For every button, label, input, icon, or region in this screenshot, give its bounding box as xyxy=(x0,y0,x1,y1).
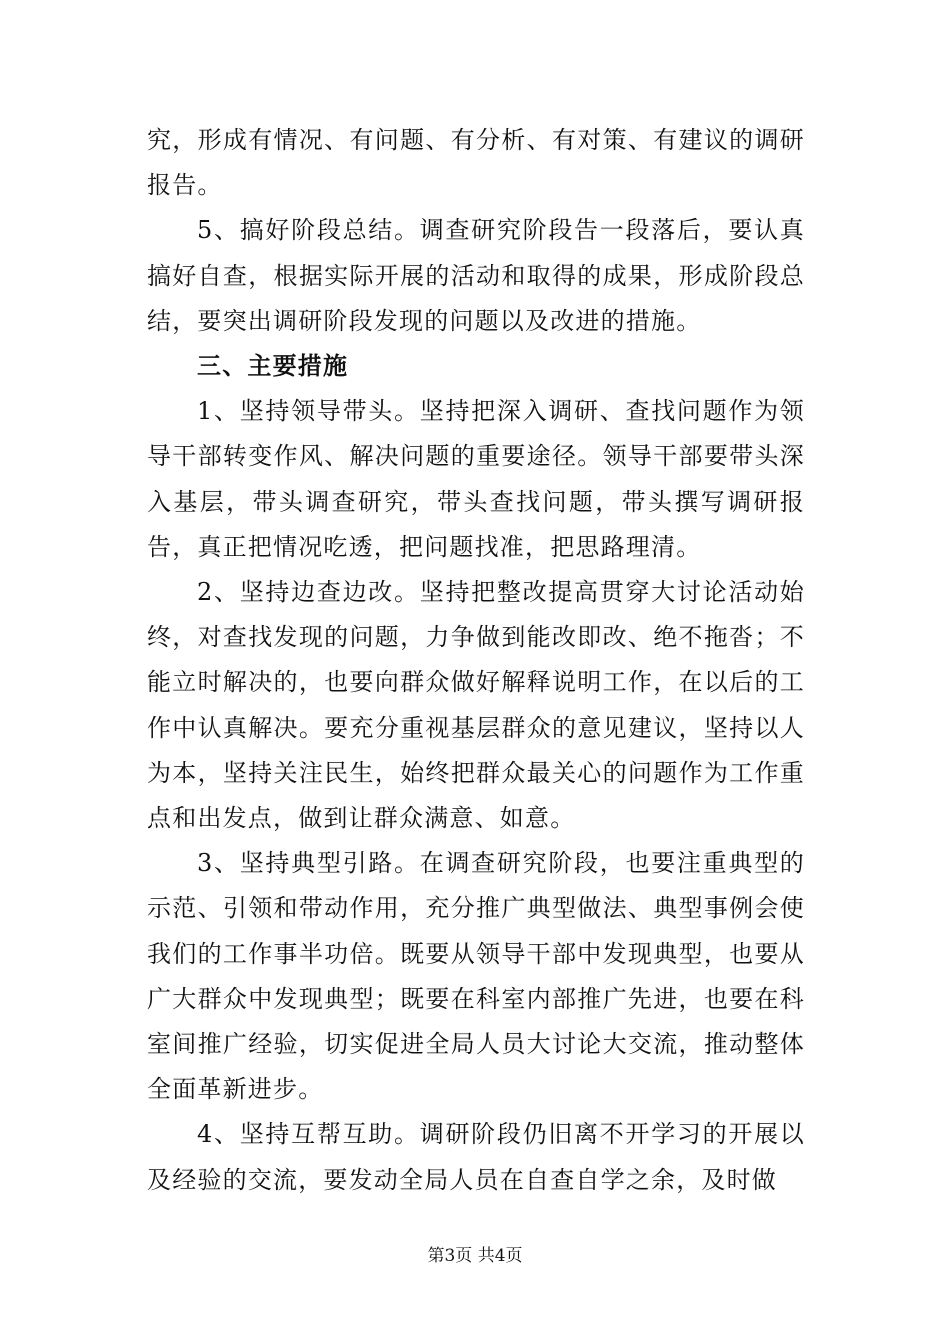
paragraph-5-stage-summary: 5、搞好阶段总结。调查研究阶段告一段落后，要认真搞好自查，根据实际开展的活动和取得的成果，形成阶段总结，要突出调研阶段发现的问题以及改进的措施。 xyxy=(147,216,805,335)
document-body xyxy=(147,118,805,1203)
paragraph-2-check-and-fix: 2、坚持边查边改。坚持把整改提高贯穿大讨论活动始终，对查找发现的问题，力争做到能改即改、绝不拖沓；不能立时解决的，也要向群众做好解释说明工作，在以后的工作中认真解决。要充分重视基层群众的意见建议，坚持以人为本，坚持关注民生，始终把群众最关心的问题作为工作重点和出发点，做到让群众满意、如意。 xyxy=(147,578,805,833)
paragraph-continuation: 究，形成有情况、有问题、有分析、有对策、有建议的调研报告。 xyxy=(147,126,805,200)
page-number-footer: 第3页 共4页 xyxy=(427,1246,523,1266)
section-heading-main-measures: 三、主要措施 xyxy=(197,352,349,381)
paragraph-1-leadership: 1、坚持领导带头。坚持把深入调研、查找问题作为领导干部转变作风、解决问题的重要途径。领导干部要带头深入基层，带头调查研究，带头查找问题，带头撰写调研报告，真正把情况吃透，把问题找准，把思路理清。 xyxy=(147,397,805,561)
paragraph-4-mutual-help: 4、坚持互帮互助。调研阶段仍旧离不开学习的开展以及经验的交流，要发动全局人员在自查自学之余，及时做 xyxy=(147,1120,805,1194)
paragraph-3-typical-examples: 3、坚持典型引路。在调查研究阶段，也要注重典型的示范、引领和带动作用，充分推广典型做法、典型事例会使我们的工作事半功倍。既要从领导干部中发现典型，也要从广大群众中发现典型；既要在科室内部推广先进，也要在科室间推广经验，切实促进全局人员大讨论大交流，推动整体全面革新进步。 xyxy=(147,849,805,1104)
